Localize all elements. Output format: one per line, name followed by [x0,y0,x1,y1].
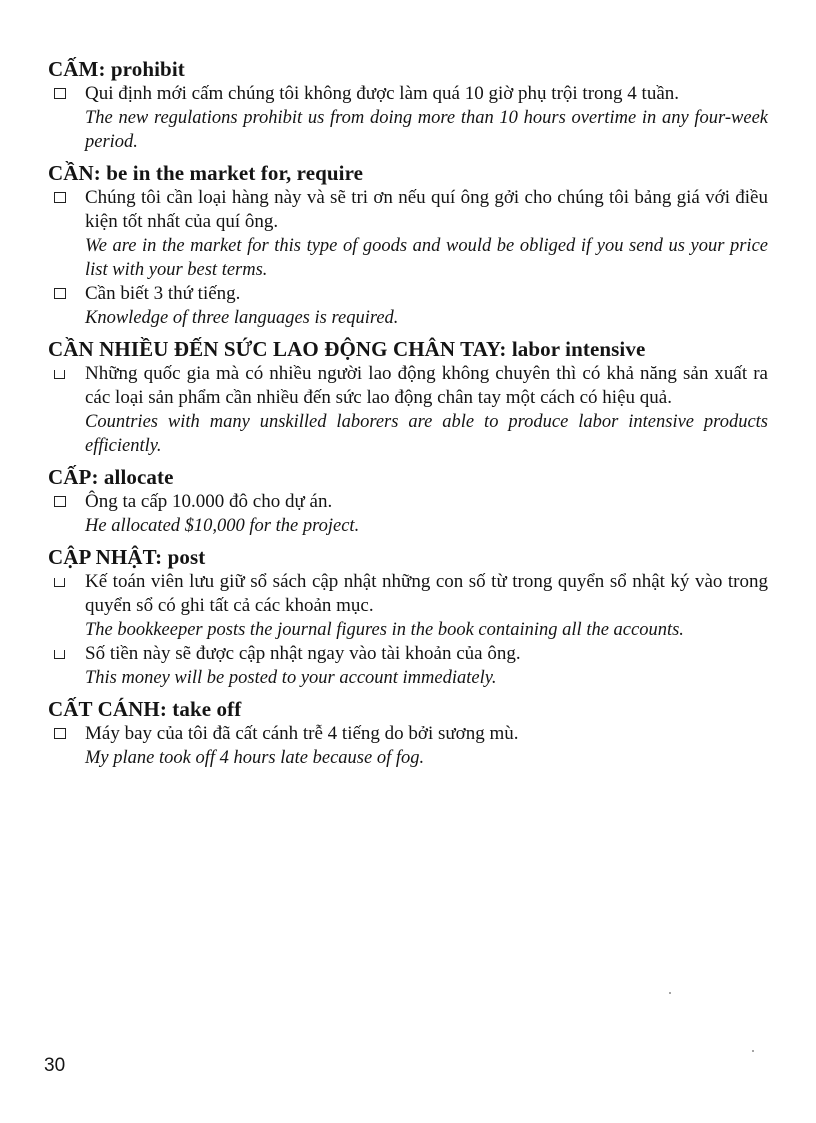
example-english: He allocated $10,000 for the project. [85,516,360,536]
gloss: labor intensive [511,337,646,361]
checkbox-bullet-icon [54,88,66,99]
entry-list [48,56,768,776]
checkbox-bullet-icon [54,192,66,203]
headword [48,336,768,362]
example-vietnamese: Những quốc gia mà có nhiều người lao động không chuyên thì có khả năng sản xuất ra các loại sản phẩm cần nhiều đến sức lao động chân tay một cách có hiệu quả. [85,363,768,408]
headword [48,464,768,490]
example [48,362,768,458]
example-vietnamese: Qui định mới cấm chúng tôi không được làm quá 10 giờ phụ trội trong 4 tuần. [85,83,680,104]
term: CẤM: [48,57,106,81]
headword [48,544,768,570]
checkbox-bullet-icon [54,728,66,739]
example [48,722,768,770]
term: CẦN: [48,161,101,185]
example [48,570,768,642]
example-english: Knowledge of three languages is required. [85,308,399,328]
gloss: prohibit [110,57,185,81]
checkbox-bullet-icon [54,650,65,659]
page-number: 30 [44,1055,66,1076]
example [48,642,768,690]
scan-speck [752,1050,754,1052]
term: CẤT CÁNH: [48,697,167,721]
example-vietnamese: Kế toán viên lưu giữ sổ sách cập nhật những con số từ trong quyển sổ nhật ký vào trong quyển sổ có ghi tất cả các khoản mục. [85,571,768,616]
term: CẤP: [48,465,99,489]
example-vietnamese: Máy bay của tôi đã cất cánh trễ 4 tiếng do bởi sương mù. [85,723,519,744]
headword [48,160,768,186]
example-english: We are in the market for this type of goods and would be obliged if you send us your price list with your best terms. [85,236,768,280]
example-vietnamese: Số tiền này sẽ được cập nhật ngay vào tài khoản của ông. [85,643,521,664]
entry-cap-nhat [48,544,768,690]
scan-speck [669,992,671,994]
example [48,282,768,330]
entry-cam [48,56,768,154]
entry-cat-canh [48,696,768,770]
gloss: allocate [103,465,174,489]
example-english: This money will be posted to your account immediately. [85,668,497,688]
example-english: My plane took off 4 hours late because of fog. [85,748,425,768]
example-vietnamese: Chúng tôi cần loại hàng này và sẽ tri ơn nếu quí ông gởi cho chúng tôi bảng giá với điều kiện tốt nhất của quí ông. [85,187,768,232]
entry-can [48,160,768,330]
example [48,186,768,282]
checkbox-bullet-icon [54,578,65,587]
entry-can-nhieu [48,336,768,458]
example [48,490,768,538]
checkbox-bullet-icon [54,496,66,507]
example [48,82,768,154]
checkbox-bullet-icon [54,288,66,299]
gloss: take off [172,697,242,721]
headword [48,56,768,82]
example-english: The new regulations prohibit us from doing more than 10 hours overtime in any four-week period. [85,108,768,152]
term: CẦN NHIỀU ĐẾN SỨC LAO ĐỘNG CHÂN TAY: [48,337,507,361]
gloss: post [167,545,206,569]
entry-cap [48,464,768,538]
gloss: be in the market for, require [106,161,364,185]
term: CẬP NHẬT: [48,545,163,569]
example-vietnamese: Ông ta cấp 10.000 đô cho dự án. [85,491,333,512]
example-english: The bookkeeper posts the journal figures in the book containing all the accounts. [85,620,684,640]
example-vietnamese: Cần biết 3 thứ tiếng. [85,283,241,304]
headword [48,696,768,722]
checkbox-bullet-icon [54,370,65,379]
example-english: Countries with many unskilled laborers are able to produce labor intensive products efficiently. [85,412,768,456]
